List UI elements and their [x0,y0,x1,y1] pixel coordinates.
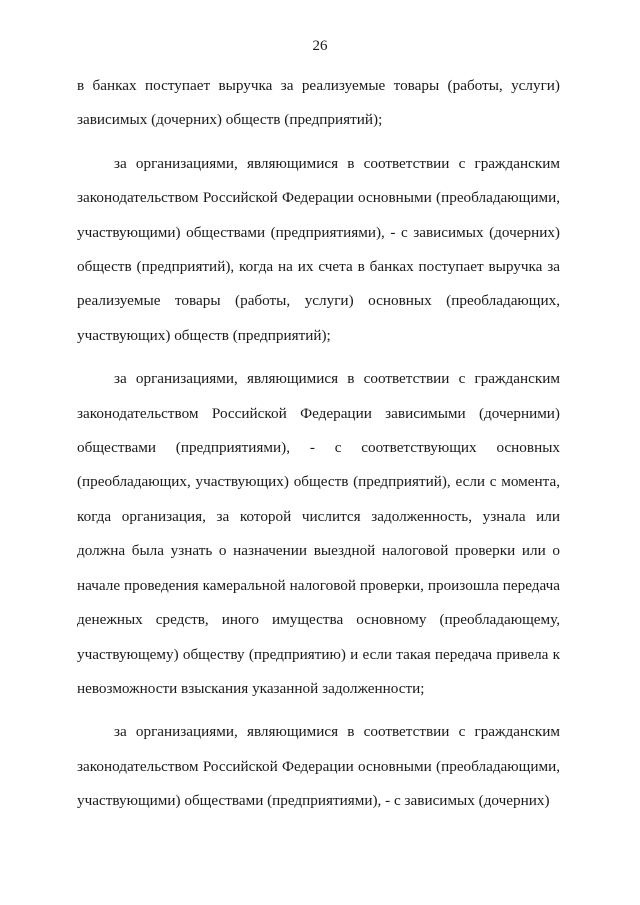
page-number: 26 [312,38,328,54]
document-body [77,69,560,828]
paragraph-2: за организациями, являющимися в соответствии с гражданским законодательством Российской Федерации основными (преобладающими, участвующими) обществами (предприятиями), - с зависимых (дочерних) обществ (предприятий), когда на их счета в банках поступает выручка за реализуемые товары (работы, услуги) основных (преобладающих, участвующих) обществ (предприятий); [77,154,560,344]
paragraph-3: за организациями, являющимися в соответствии с гражданским законодательством Российской Федерации зависимыми (дочерними) обществами (предприятиями), - с соответствующих основных (преобладающих, участвующих) обществ (предприятий), если с момента, когда организация, за которой числится задолженность, узнала или должна была узнать о назначении выездной налоговой проверки или о начале проведения камеральной налоговой проверки, произошла передача денежных средств, иного имущества основному (преобладающему, участвующему) обществу (предприятию) и если такая передача привела к невозможности взыскания указанной задолженности; [77,370,560,697]
paragraph-4: за организациями, являющимися в соответствии с гражданским законодательством Российской Федерации основными (преобладающими, участвующими) обществами (предприятиями), - с зависимых (дочерних) [77,723,560,810]
paragraph-1: в банках поступает выручка за реализуемые товары (работы, услуги) зависимых (дочерних) обществ (предприятий); [77,77,560,129]
